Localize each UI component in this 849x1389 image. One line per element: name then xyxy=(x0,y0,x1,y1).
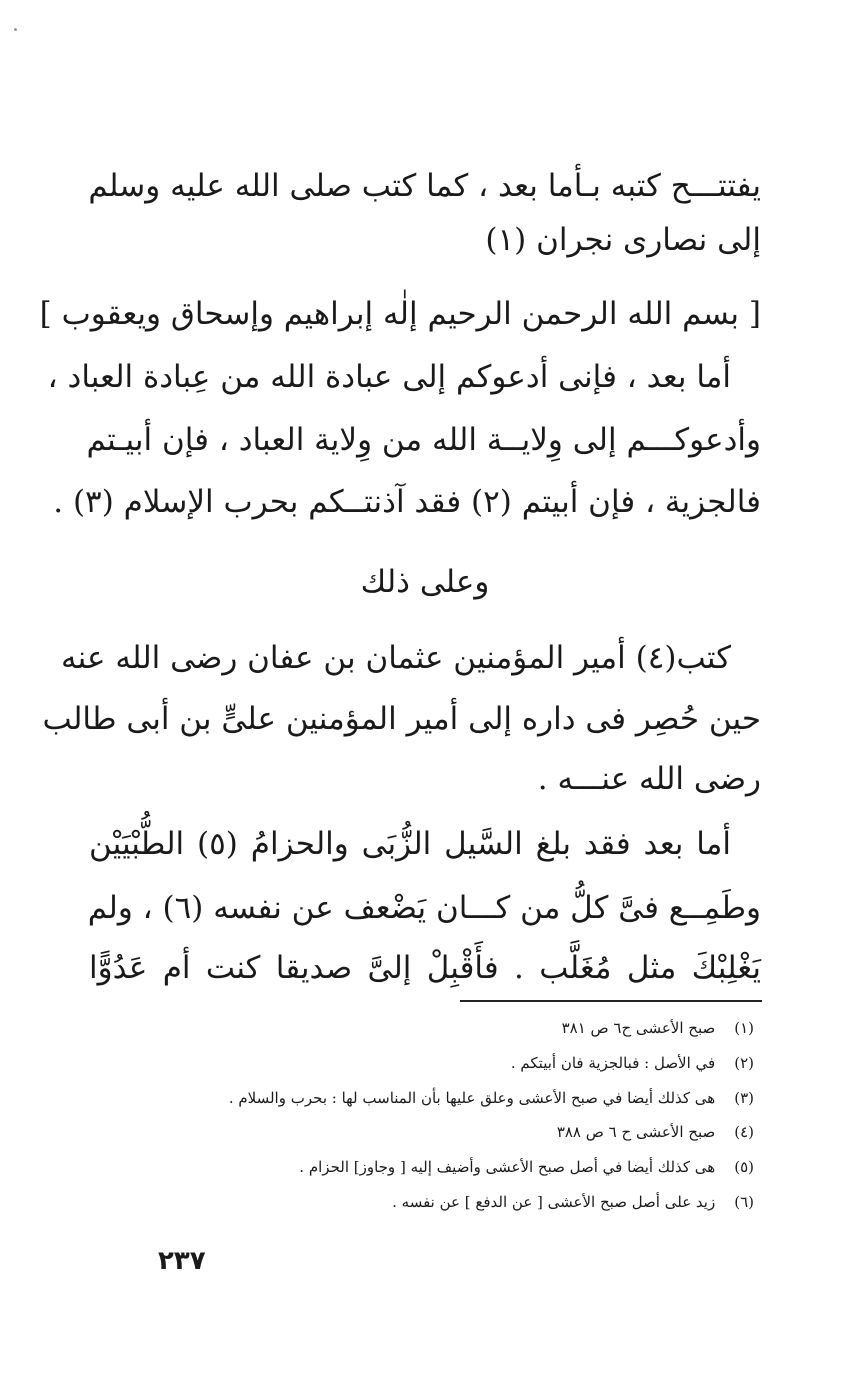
footnote-text: هى كذلك أيضا في صبح الأعشى وعلق عليها بأن المناسب لها : بحرب والسلام . xyxy=(228,1089,716,1107)
footnote-text: هى كذلك أيضا في أصل صبح الأعشى وأضيف إليه [ وجاوز] الحزام . xyxy=(299,1158,716,1176)
footnote-number: (٢) xyxy=(734,1054,754,1072)
scan-speck xyxy=(14,28,17,31)
footnote-2 xyxy=(114,1053,754,1073)
footnote-text: صبح الأعشى ح٦ ص ٣٨١ xyxy=(561,1019,716,1037)
section-heading: وعلى ذلك xyxy=(360,564,490,600)
letter-line-2: وطَمِــع فىَّ كلُّ من كـــان يَضْعف عن نفسه (٦) ، ولم xyxy=(87,890,761,926)
footnote-3 xyxy=(114,1088,754,1108)
footnote-6 xyxy=(114,1192,754,1212)
footnote-text: زيد على أصل صبح الأعشى [ عن الدفع ] عن نفسه . xyxy=(392,1193,716,1211)
footnote-5 xyxy=(114,1157,754,1177)
footnote-1 xyxy=(114,1018,754,1038)
letter-line-3: يَغْلِبْكَ مثل مُغَلَّب . فأَقْبِلْ إلىَّ صديقا كنت أم عَدُوًّا xyxy=(89,950,761,986)
footnote-number: (٤) xyxy=(734,1123,754,1141)
body-line-8: كتب(٤) أمير المؤمنين عثمان بن عفان رضى الله عنه xyxy=(61,640,731,676)
footnote-number: (١) xyxy=(734,1019,754,1037)
footnote-number: (٥) xyxy=(734,1158,754,1176)
body-line-2: إلى نصارى نجران (١) xyxy=(485,222,761,258)
body-line-10: رضى الله عنـــه . xyxy=(537,761,761,797)
body-line-1: يفتتـــح كتبه بـأما بعد ، كما كتب صلى الله عليه وسلم xyxy=(88,168,761,204)
footnote-text: صبح الأعشى ح ٦ ص ٣٨٨ xyxy=(556,1123,716,1141)
footnote-number: (٣) xyxy=(734,1089,754,1107)
body-line-6: فالجزية ، فإن أبيتم (٢) فقد آذنتــكم بحرب الإسلام (٣) . xyxy=(53,484,761,520)
body-line-4: أما بعد ، فإنى أدعوكم إلى عبادة الله من عِبادة العباد ، xyxy=(47,359,731,395)
letter-line-1: أما بعد فقد بلغ السَّيل الزُّبَى والحزامُ (٥) الطُّبْيَيْن xyxy=(89,826,731,862)
body-line-9: حين حُصِر فى داره إلى أمير المؤمنين علىٍّ بن أبى طالب xyxy=(42,701,761,737)
footnote-text: في الأصل : فبالجزية فان أبيتكم . xyxy=(510,1054,716,1072)
footnote-divider xyxy=(460,1000,762,1002)
page-number: ٢٣٧ xyxy=(158,1246,206,1276)
body-line-5: وأدعوكـــم إلى وِلايــة الله من وِلاية العباد ، فإن أبيـتم xyxy=(86,422,761,458)
footnote-number: (٦) xyxy=(734,1193,754,1211)
footnote-4 xyxy=(114,1122,754,1142)
basmala-line: [ بسم الله الرحمن الرحيم إلٰه إبراهيم وإسحاق ويعقوب ] xyxy=(39,296,761,332)
